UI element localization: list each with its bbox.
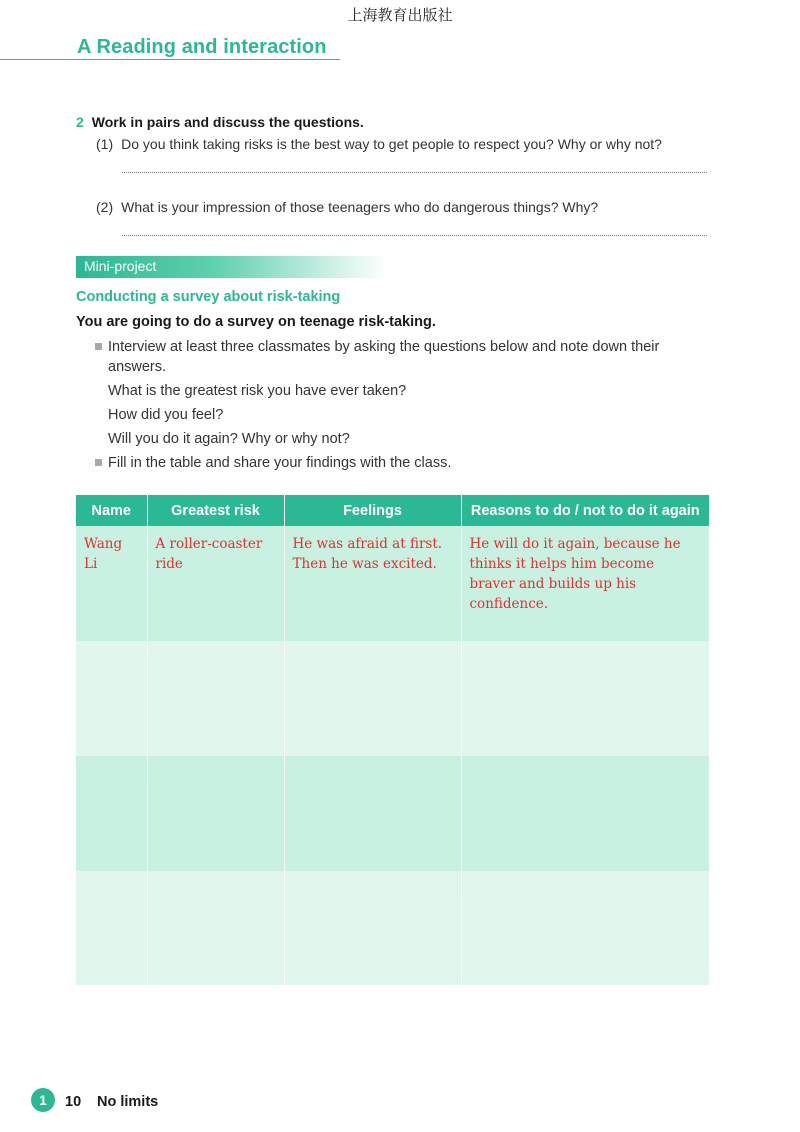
exercise-number: 2 [76, 114, 84, 130]
table-row [76, 641, 709, 756]
cell-reasons: He will do it again, because he thinks it helps him become braver and builds up his confidence. [461, 526, 709, 641]
section-title: A Reading and interaction [77, 36, 327, 58]
cell-risk-empty[interactable] [147, 756, 284, 871]
cell-feelings-empty[interactable] [284, 871, 461, 985]
unit-name: No limits [97, 1094, 159, 1110]
survey-table [76, 495, 709, 985]
table-row [76, 871, 709, 985]
question-label: (1) [96, 136, 114, 152]
survey-question-3: Will you do it again? Why or why not? [108, 431, 350, 447]
cell-feelings-empty[interactable] [284, 756, 461, 871]
instruction-bullet-1 [95, 337, 705, 377]
question-label: (2) [96, 199, 114, 215]
question-2 [96, 199, 716, 215]
cell-reasons-empty[interactable] [461, 641, 709, 756]
cell-feelings-empty[interactable] [284, 641, 461, 756]
section-divider [0, 59, 340, 60]
cell-risk-empty[interactable] [147, 871, 284, 985]
bullet-text: Fill in the table and share your findings with the class. [108, 455, 452, 471]
survey-question-1: What is the greatest risk you have ever taken? [108, 383, 407, 399]
question-text: What is your impression of those teenagers who do dangerous things? Why? [121, 199, 599, 215]
page-number: 10 [65, 1094, 82, 1110]
exercise-heading [76, 114, 716, 130]
project-intro: You are going to do a survey on teenage risk-taking. [76, 314, 436, 330]
header-reasons: Reasons to do / not to do it again [461, 495, 709, 526]
survey-question-2: How did you feel? [108, 407, 224, 423]
project-title: Conducting a survey about risk-taking [76, 289, 341, 305]
square-bullet-icon [95, 343, 102, 350]
cell-feelings: He was afraid at first. Then he was excited. [284, 526, 461, 641]
mini-project-banner: Mini-project [76, 256, 386, 278]
exercise-instruction: Work in pairs and discuss the questions. [91, 114, 364, 130]
unit-badge-icon: 1 [31, 1088, 55, 1112]
header-name: Name [76, 495, 147, 526]
cell-name-empty[interactable] [76, 871, 147, 985]
table-header-row [76, 495, 709, 526]
bullet-text: Interview at least three classmates by asking the questions below and note down their answers. [108, 339, 660, 375]
cell-reasons-empty[interactable] [461, 756, 709, 871]
cell-name-empty[interactable] [76, 756, 147, 871]
question-text: Do you think taking risks is the best way to get people to respect you? Why or why not? [121, 136, 662, 152]
table-row [76, 756, 709, 871]
instruction-bullet-2 [95, 453, 705, 473]
question-1 [96, 136, 716, 152]
answer-line-1[interactable] [122, 172, 707, 173]
cell-reasons-empty[interactable] [461, 871, 709, 985]
cell-name: Wang Li [76, 526, 147, 641]
square-bullet-icon [95, 459, 102, 466]
answer-line-2[interactable] [122, 235, 707, 236]
header-greatest-risk: Greatest risk [147, 495, 284, 526]
publisher-name: 上海教育出版社 [347, 6, 453, 24]
cell-name-empty[interactable] [76, 641, 147, 756]
header-feelings: Feelings [284, 495, 461, 526]
cell-risk: A roller-coaster ride [147, 526, 284, 641]
project-instructions [95, 337, 705, 473]
discussion-exercise [76, 114, 716, 236]
cell-risk-empty[interactable] [147, 641, 284, 756]
table-row [76, 526, 709, 641]
